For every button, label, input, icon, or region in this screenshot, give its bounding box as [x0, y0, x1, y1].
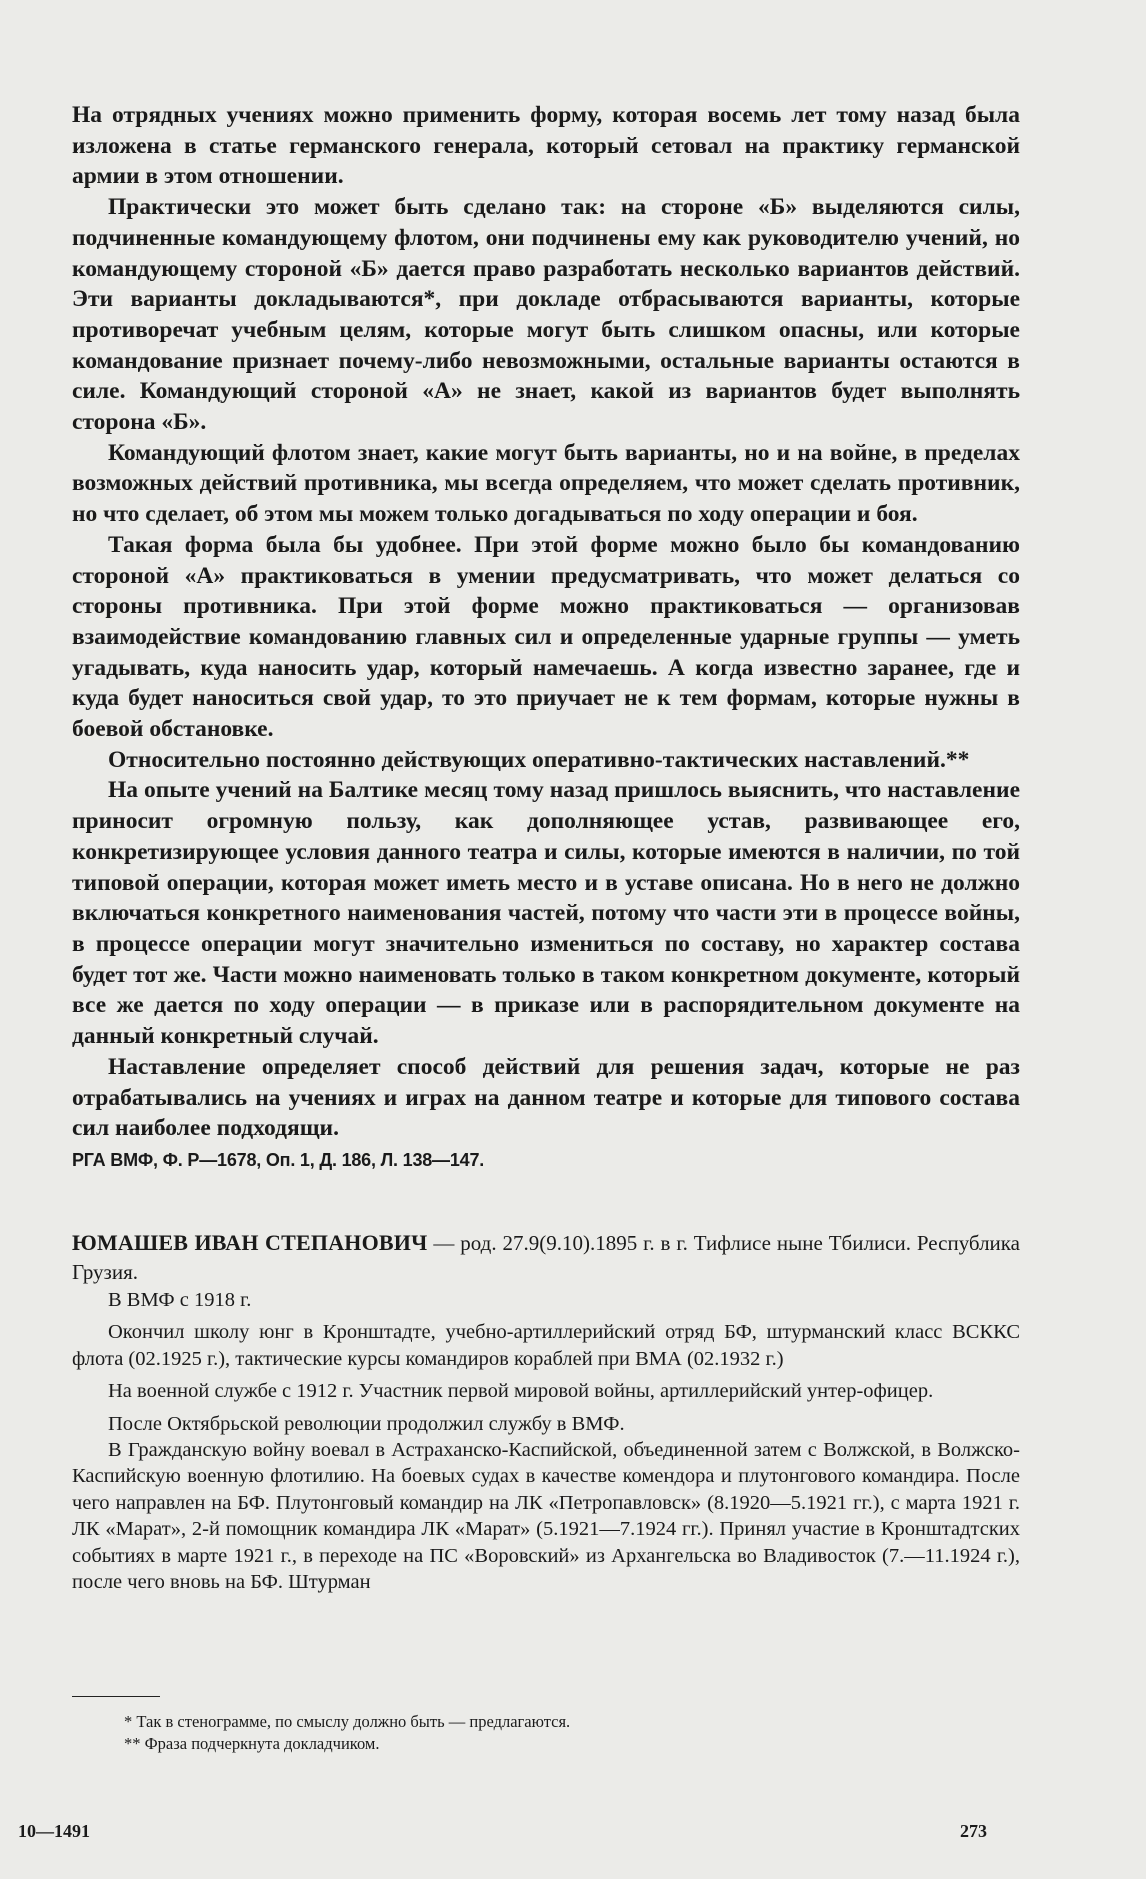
footnote-divider — [72, 1696, 160, 1697]
biography-name: ЮМАШЕВ ИВАН СТЕПАНОВИЧ — [72, 1230, 428, 1255]
footnote: * Так в стенограмме, по смыслу должно быть — предлагаются. — [124, 1712, 571, 1731]
biography-birth: — род. 27.9(9.10).1895 г. в г. Тифлисе ныне Тбилиси. Республика Грузия. — [72, 1231, 1020, 1284]
biography-paragraph: Окончил школу юнг в Кронштадте, учебно-артиллерийский отряд БФ, штурманский класс ВСККС флота (02.1925 г.), тактические курсы командиров кораблей при ВМА (02.1932 г.) — [72, 1321, 1020, 1370]
speech-text — [72, 100, 1020, 1144]
speech-paragraph: Практически это может быть сделано так: на стороне «Б» выделяются силы, подчиненные командующему флотом, они подчинены ему как руководителю учений, но командующему стороной «Б» дается право разработать несколько вариантов действий. Эти варианты докладываются*, при докладе отбрасываются варианты, которые противоречат учебным целям, которые могут быть слишком опасны, или которые командование признает почему-либо невозможными, остальные варианты остаются в силе. Командующий стороной «А» не знает, какой из вариантов будет выполнять сторона «Б». — [72, 194, 1020, 436]
biography-header — [72, 1228, 1020, 1287]
biography-paragraph: В ВМФ с 1918 г. — [108, 1289, 252, 1311]
speech-paragraph: На опыте учений на Балтике месяц тому назад пришлось выяснить, что наставление приносит огромную пользу, как дополняющее устав, развивающее его, конкретизирующее условия данного театра и силы, которые имеются в наличии, по той типовой операции, которая может иметь место и в уставе описана. Но в него не должно включаться конкретного наименования частей, потому что части эти в процессе войны, в процессе операции могут значительно измениться по составу, но характер состава будет тот же. Части можно наименовать только в таком конкретном документе, который все же дается по ходу операции — в приказе или в распорядительном документе на данный конкретный случай. — [72, 777, 1020, 1050]
archive-source-reference: РГА ВМФ, Ф. Р—1678, Оп. 1, Д. 186, Л. 138—147. — [72, 1150, 485, 1170]
footnote: ** Фраза подчеркнута докладчиком. — [124, 1734, 380, 1753]
speech-paragraph: Командующий флотом знает, какие могут быть варианты, но и на войне, в пределах возможных действий противника, мы всегда определяем, что может сделать противник, но что сделает, об этом мы можем только догадываться по ходу операции и боя. — [72, 439, 1020, 528]
speech-paragraph: На отрядных учениях можно применить форму, которая восемь лет тому назад была изложена в статье германского генерала, который сетовал на практику германской армии в этом отношении. — [72, 102, 1020, 190]
biography-paragraph: В Гражданскую войну воевал в Астраханско-Каспийской, объединенной затем с Волжской, в Волжско-Каспийскую военную флотилию. На боевых судах в качестве комендора и плутонгового командира. После чего направлен на БФ. Плутонговый командир на ЛК «Петропавловск» (8.1920—5.1921 гг.), с марта 1921 г. ЛК «Марат», 2-й помощник командира ЛК «Марат» (5.1921—7.1924 гг.). Принял участие в Кронштадтских событиях в марте 1921 г., в переходе на ПС «Воровский» из Архангельска во Владивосток (7.—11.1924 г.), после чего вновь на БФ. Штурман — [72, 1439, 1020, 1594]
page-number: 273 — [960, 1821, 987, 1841]
biography-section — [72, 1228, 1020, 1595]
signature-mark: 10—1491 — [18, 1821, 90, 1841]
biography-paragraph: На военной службе с 1912 г. Участник первой мировой войны, артиллерийский унтер-офицер. — [108, 1380, 934, 1403]
biography-paragraph: После Октябрьской революции продолжил службу в ВМФ. — [108, 1412, 625, 1435]
speech-subheading: Относительно постоянно действующих оперативно-тактических наставлений.** — [108, 746, 970, 773]
footnotes — [72, 1711, 1020, 1755]
speech-paragraph: Наставление определяет способ действий для решения задач, которые не раз отрабатывались на учениях и играх на данном театре и которые для типового состава сил наиболее подходящи. — [72, 1053, 1020, 1142]
speech-paragraph: Такая форма была бы удобнее. При этой форме можно было бы командованию стороной «А» практиковаться в умении предусматривать, что может делаться со стороны противника. При этой форме можно практиковаться — организовав взаимодействие командованию главных сил и определенные ударные группы — уметь угадывать, куда наносить удар, который намечаешь. А когда известно заранее, где и куда будет наноситься свой удар, то это приучает не к тем формам, которые нужны в боевой обстановке. — [72, 531, 1020, 743]
